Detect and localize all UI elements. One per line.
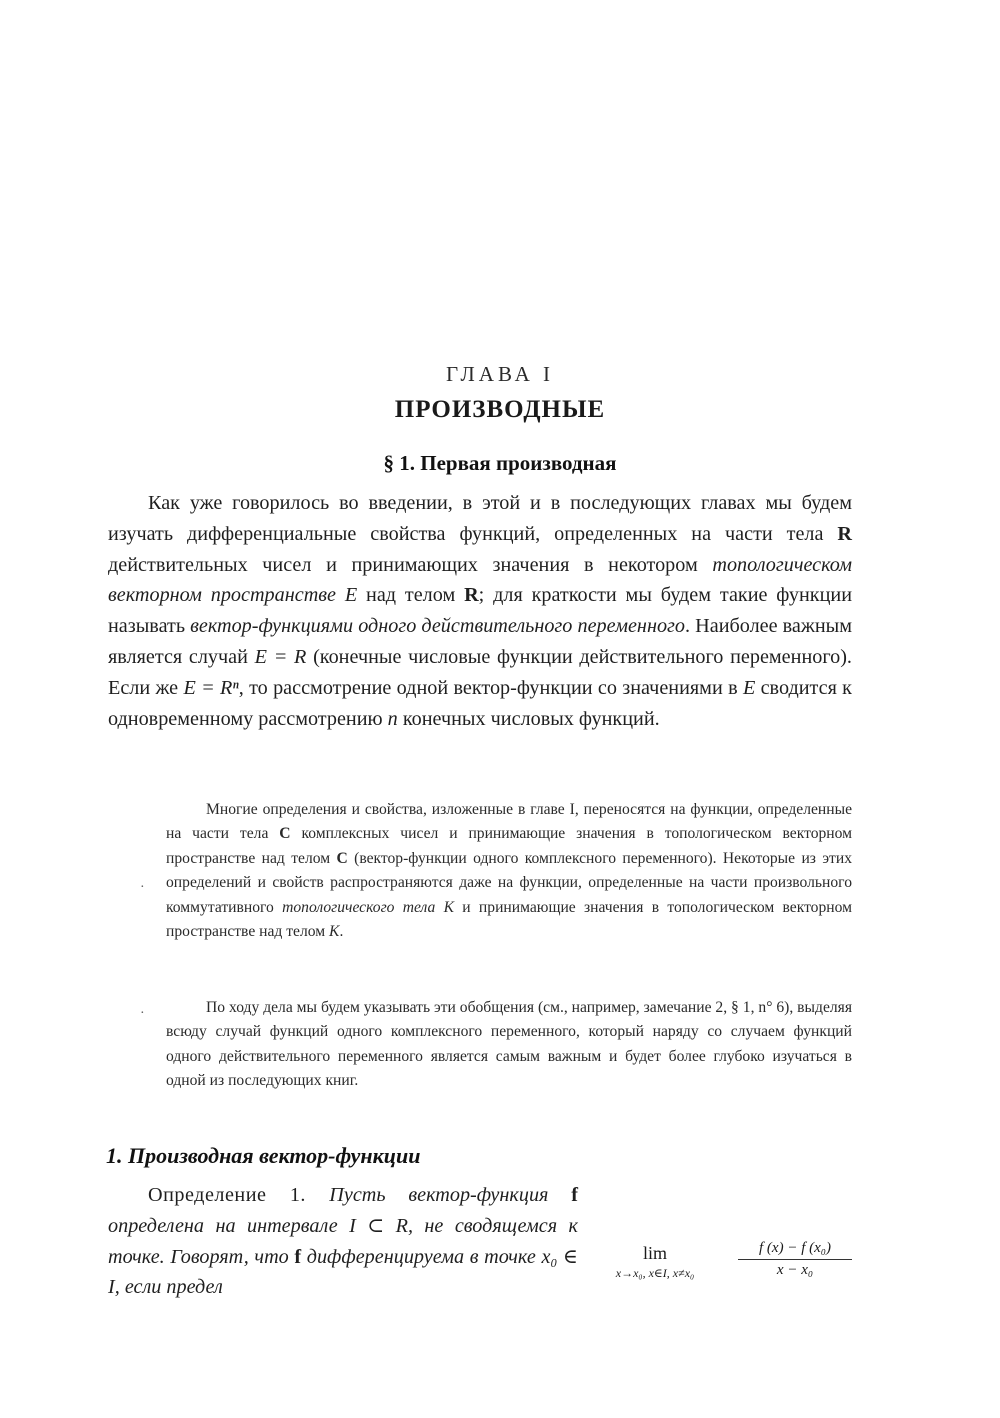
limit-symbol: lim bbox=[642, 1243, 667, 1263]
note-paragraph-1: Многие определения и свойства, изложенные в главе I, переносятся на функции, определенные на части тела C комплексных чисел и принимающие значения в топологическом векторном пространстве над телом C (вектор-функции одного комплексного переменного). Некоторые из этих определений и свойств распространяются даже на функции, определенные на части произвольного коммутативного топологического тела K и принимающие значения в топологическом векторном пространстве над телом K. bbox=[166, 801, 853, 941]
difference-quotient bbox=[738, 1240, 852, 1279]
print-speck: · bbox=[140, 1006, 145, 1021]
limit-subscript: x→x₀, x∈I, x≠x₀ bbox=[615, 1266, 695, 1280]
section-title: § 1. Первая производная bbox=[383, 451, 617, 475]
fraction-numerator: f (x) − f (x₀) bbox=[738, 1240, 852, 1260]
print-speck: · bbox=[140, 880, 145, 895]
fraction-denominator: x − x₀ bbox=[776, 1262, 814, 1278]
definition-paragraph: Определение 1. Пусть вектор-функция f определена на интервале I ⊂ R, не сводящемся к точке. Говорят, что f дифференцируема в точке x₀ ∈ I, если предел bbox=[108, 1184, 578, 1299]
subsection-title: 1. Производная вектор-функции bbox=[106, 1143, 421, 1168]
note-paragraph-2: По ходу дела мы будем указывать эти обобщения (см., например, замечание 2, § 1, n° 6), выделяя всюду случай функций одного комплексного переменного, который наряду со случаем функций одного действительного переменного является самым важным и будет более глубоко изучаться в одной из последующих книг. bbox=[166, 999, 852, 1090]
intro-paragraph: Как уже говорилось во введении, в этой и в последующих главах мы будем изучать дифференциальные свойства функций, определенных на части тела R действительных чисел и принимающих значения в некотором топологическом векторном пространстве E над телом R; для краткости мы будем такие функции называть вектор-функциями одного действительного переменного. Наиболее важным является случай E = R (конечные числовые функции действительного переменного). Если же E = Rⁿ, то рассмотрение одной вектор-функции со значениями в E сводится к одновременному рассмотрению n конечных числовых функций. bbox=[108, 492, 853, 730]
chapter-label: ГЛАВА I bbox=[445, 362, 555, 386]
chapter-title: ПРОИЗВОДНЫЕ bbox=[394, 396, 606, 423]
limit-expression bbox=[580, 1243, 730, 1281]
